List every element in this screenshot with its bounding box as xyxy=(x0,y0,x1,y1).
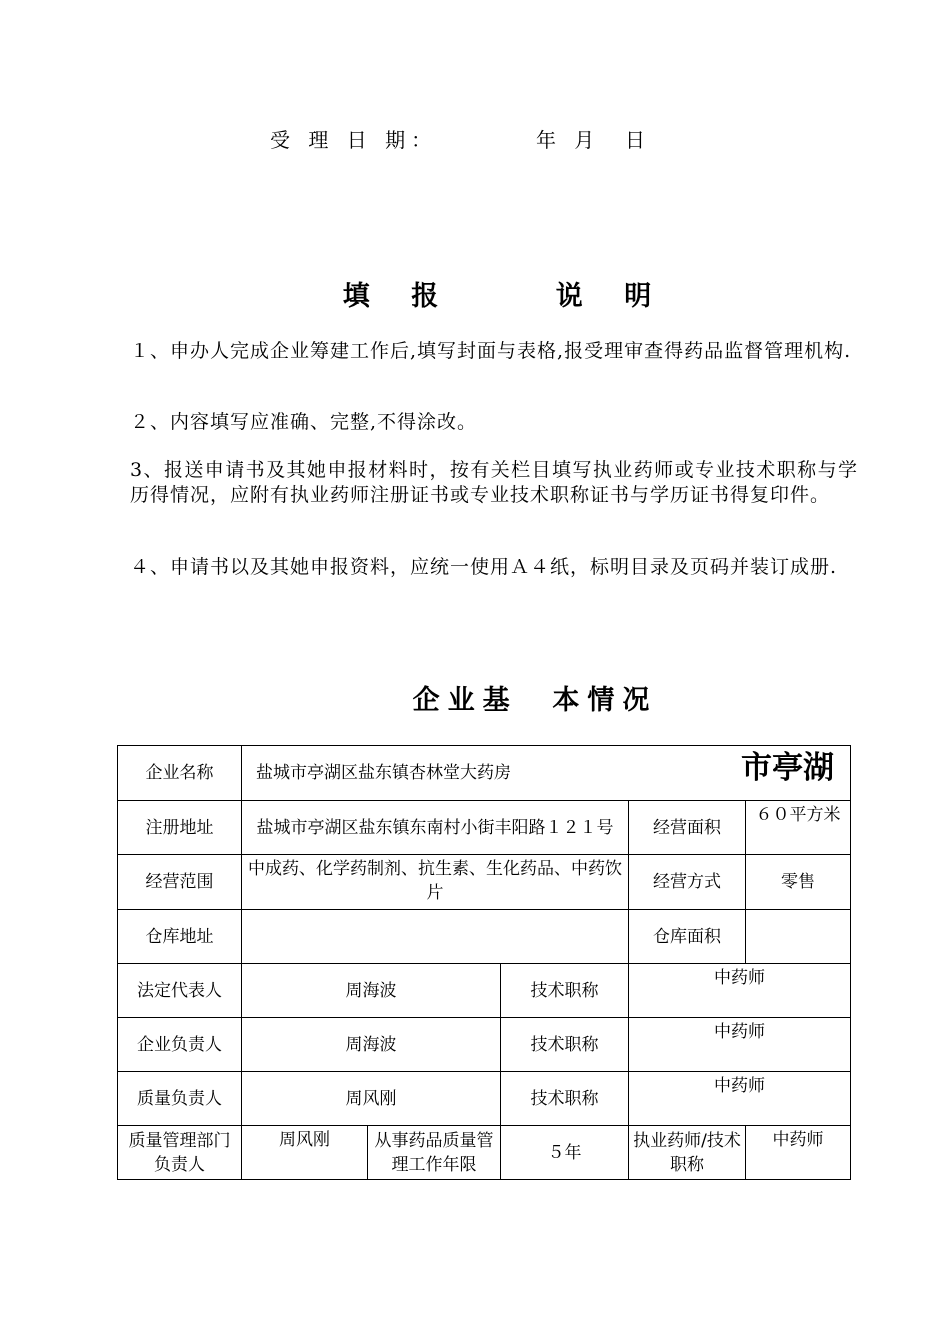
instructions-title: 填 报 说 明 xyxy=(342,281,668,312)
label-cell: 技术职称 xyxy=(501,1018,629,1072)
registered-address: 盐城市亭湖区盐东镇东南村小街丰阳路１２１号 xyxy=(242,801,629,855)
label-cell: 经营面积 xyxy=(629,801,746,855)
label-cell: 经营范围 xyxy=(118,855,242,910)
business-scope: 中成药、化学药制剂、抗生素、生化药品、中药饮片 xyxy=(242,855,629,910)
technical-title: 中药师 xyxy=(629,1072,851,1126)
quality-dept-head: 周风刚 xyxy=(242,1126,368,1180)
label-cell: 仓库地址 xyxy=(118,910,242,964)
business-area: ６０平方米 xyxy=(746,801,851,855)
label-cell: 法定代表人 xyxy=(118,964,242,1018)
table-row xyxy=(118,910,851,964)
table-row xyxy=(118,1126,851,1180)
label-cell: 质量管理部门负责人 xyxy=(118,1126,242,1180)
work-years: ５年 xyxy=(501,1126,629,1180)
instruction-item: ４、申请书以及其她申报资料，应统一使用Ａ４纸，标明目录及页码并装订成册. xyxy=(130,556,838,578)
label-cell: 经营方式 xyxy=(629,855,746,910)
table-row xyxy=(118,746,851,801)
table-row xyxy=(118,855,851,910)
technical-title: 中药师 xyxy=(629,964,851,1018)
instruction-item: 3、报送申请书及其她申报材料时，按有关栏目填写执业药师或专业技术职称与学历得情况，应附有执业药师注册证书或专业技术职称证书与学历证书得复印件。 xyxy=(130,459,858,506)
quality-manager: 周风刚 xyxy=(242,1072,501,1126)
instruction-item: ２、内容填写应准确、完整,不得涂改。 xyxy=(130,411,478,433)
technical-title: 中药师 xyxy=(629,1018,851,1072)
table-row xyxy=(118,801,851,855)
enterprise-manager: 周海波 xyxy=(242,1018,501,1072)
label-cell: 技术职称 xyxy=(501,964,629,1018)
date-label: 受 理 日 期： xyxy=(270,128,438,152)
table-row xyxy=(118,1018,851,1072)
label-cell: 执业药师/技术职称 xyxy=(629,1126,746,1180)
label-cell: 企业负责人 xyxy=(118,1018,242,1072)
date-suffix: 年 月 日 xyxy=(535,128,652,152)
business-mode: 零售 xyxy=(746,855,851,910)
label-cell: 仓库面积 xyxy=(629,910,746,964)
warehouse-area xyxy=(746,910,851,964)
label-cell: 技术职称 xyxy=(501,1072,629,1126)
label-cell: 质量负责人 xyxy=(118,1072,242,1126)
seal-stamp-text: 市亭湖 xyxy=(741,750,835,786)
section-title: 企业基 本情况 xyxy=(412,685,658,716)
legal-representative: 周海波 xyxy=(242,964,501,1018)
enterprise-name: 盐城市亭湖区盐东镇杏林堂大药房 xyxy=(256,763,511,783)
label-cell: 企业名称 xyxy=(118,746,242,801)
enterprise-name-cell xyxy=(242,746,851,801)
label-cell: 注册地址 xyxy=(118,801,242,855)
label-cell: 从事药品质量管理工作年限 xyxy=(368,1126,501,1180)
table-row xyxy=(118,1072,851,1126)
enterprise-info-table xyxy=(117,745,851,1180)
table-row xyxy=(118,964,851,1018)
pharmacist-title: 中药师 xyxy=(746,1126,851,1180)
acceptance-date xyxy=(270,124,651,153)
instruction-item: １、申办人完成企业筹建工作后,填写封面与表格,报受理审查得药品监督管理机构. xyxy=(130,340,852,362)
warehouse-address xyxy=(242,910,629,964)
